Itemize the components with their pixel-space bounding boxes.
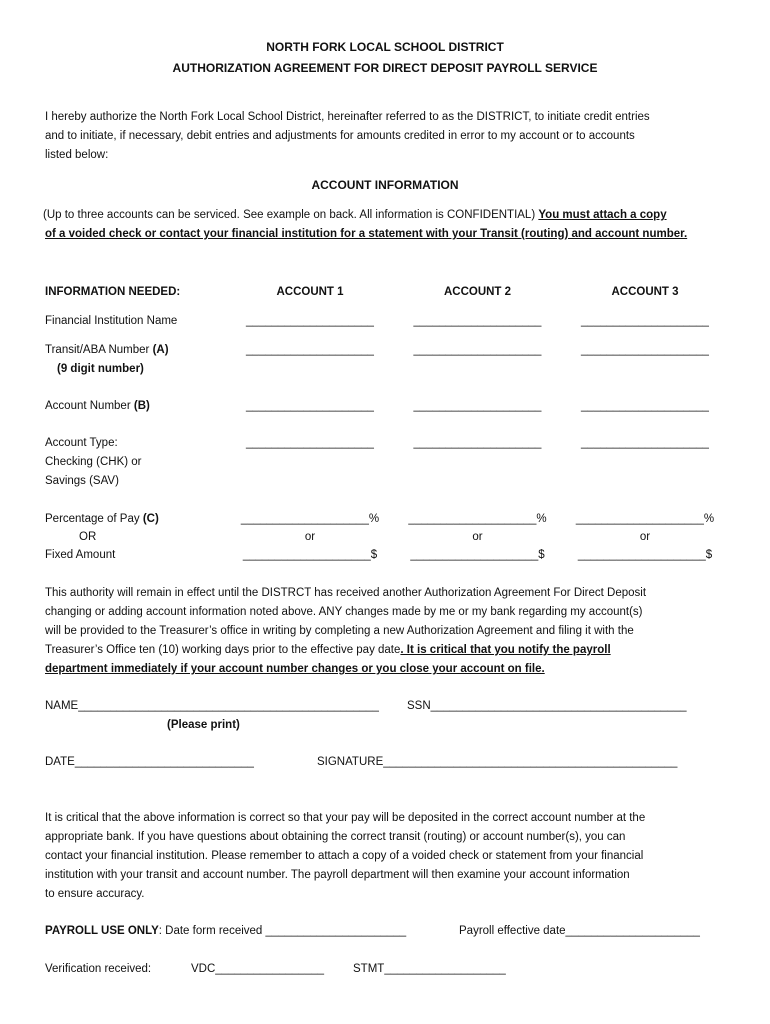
transit-field-account-2[interactable]: ____________________ bbox=[413, 344, 542, 356]
percentage-field-account-2[interactable] bbox=[400, 510, 555, 529]
critical-line-4: institution with your transit and account number. The payroll department will then examine your account information bbox=[45, 869, 630, 881]
transit-field-account-3[interactable]: ____________________ bbox=[581, 344, 709, 356]
transit-label bbox=[45, 341, 169, 360]
percent-sign-3: % bbox=[703, 513, 715, 525]
verification-label: Verification received: bbox=[45, 963, 152, 975]
institution-field-account-1[interactable]: ____________________ bbox=[246, 315, 374, 327]
fixed-field-account-2[interactable] bbox=[400, 546, 555, 565]
critical-line-5: to ensure accuracy. bbox=[45, 888, 145, 900]
account-type-label: Account Type: bbox=[45, 437, 118, 449]
signature-field[interactable] bbox=[317, 753, 677, 772]
date-label: DATE bbox=[45, 756, 75, 768]
account-number-field-account-3[interactable]: ____________________ bbox=[581, 400, 709, 412]
dollar-sign-1: $ bbox=[370, 549, 378, 561]
fixed-line-1: ____________________ bbox=[242, 549, 371, 561]
name-field[interactable] bbox=[45, 697, 379, 716]
account-info-heading: ACCOUNT INFORMATION bbox=[311, 178, 459, 192]
account-type-field-account-1[interactable]: ____________________ bbox=[246, 437, 374, 449]
form-title-agreement: AUTHORIZATION AGREEMENT FOR DIRECT DEPOSIT PAYROLL SERVICE bbox=[172, 61, 598, 75]
critical-line-3: contact your financial institution. Please remember to attach a copy of a voided check or statement from your financial bbox=[45, 850, 644, 862]
transit-sublabel: (9 digit number) bbox=[57, 363, 144, 375]
account-type-field-account-3[interactable]: ____________________ bbox=[581, 437, 709, 449]
or-account-2: or bbox=[472, 531, 483, 543]
critical-line-1: It is critical that the above information is correct so that your pay will be deposited in the correct account number at the bbox=[45, 812, 646, 824]
transit-field-account-1[interactable]: ____________________ bbox=[246, 344, 374, 356]
signature-label: SIGNATURE bbox=[317, 756, 384, 768]
fixed-field-account-1[interactable] bbox=[230, 546, 390, 565]
or-label: OR bbox=[79, 531, 97, 543]
percent-sign-1: % bbox=[368, 513, 380, 525]
account-number-code: (B) bbox=[133, 400, 150, 412]
account-2-header: ACCOUNT 2 bbox=[443, 286, 512, 298]
date-field[interactable] bbox=[45, 753, 254, 772]
fixed-field-account-3[interactable] bbox=[565, 546, 725, 565]
payroll-date-received bbox=[45, 922, 406, 941]
intro-line-1: I hereby authorize the North Fork Local School District, hereinafter referred to as the DISTRICT, to initiate credit entries bbox=[45, 111, 650, 123]
account-info-note-bold-1: You must attach a copy bbox=[538, 209, 667, 221]
or-account-3: or bbox=[639, 531, 651, 543]
percentage-label bbox=[45, 510, 159, 529]
account-number-label-text: Account Number bbox=[45, 400, 134, 412]
authority-line-4 bbox=[45, 641, 611, 660]
authority-line-4-plain: Treasurer’s Office ten (10) working days prior to the effective pay date bbox=[45, 644, 401, 656]
transit-code: (A) bbox=[152, 344, 169, 356]
account-info-note-plain: (Up to three accounts can be serviced. See example on back. All information is CONFIDENTIAL) bbox=[43, 209, 539, 221]
account-3-header: ACCOUNT 3 bbox=[611, 286, 679, 298]
fixed-line-3: ____________________ bbox=[577, 549, 706, 561]
account-info-note-bold-2: of a voided check or contact your financial institution for a statement with your Transit (routing) and account number. bbox=[45, 228, 688, 240]
account-type-checking: Checking (CHK) or bbox=[45, 456, 142, 468]
ssn-line: ________________________________________ bbox=[430, 700, 687, 712]
institution-field-account-3[interactable]: ____________________ bbox=[581, 315, 709, 327]
authority-line-2: changing or adding account information noted above. ANY changes made by me or my bank regarding my account(s) bbox=[45, 606, 643, 618]
percentage-line-1: ____________________ bbox=[240, 513, 369, 525]
effective-date-line[interactable]: _____________________ bbox=[565, 925, 700, 937]
account-1-header: ACCOUNT 1 bbox=[276, 286, 344, 298]
percentage-code: (C) bbox=[142, 513, 159, 525]
transit-label-text: Transit/ABA Number bbox=[45, 344, 153, 356]
authority-line-3: will be provided to the Treasurer’s office in writing by completing a new Authorization Agreement and filing it with the bbox=[45, 625, 634, 637]
form-title-district: NORTH FORK LOCAL SCHOOL DISTRICT bbox=[266, 40, 504, 54]
authority-line-4-bold: . It is critical that you notify the payroll bbox=[400, 644, 611, 656]
account-type-field-account-2[interactable]: ____________________ bbox=[413, 437, 542, 449]
account-number-field-account-2[interactable]: ____________________ bbox=[413, 400, 542, 412]
institution-field-account-2[interactable]: ____________________ bbox=[413, 315, 542, 327]
account-number-field-account-1[interactable]: ____________________ bbox=[246, 400, 374, 412]
stmt-line: ___________________ bbox=[384, 963, 506, 975]
account-number-label bbox=[45, 397, 150, 416]
or-account-1: or bbox=[304, 531, 316, 543]
percentage-label-text: Percentage of Pay bbox=[45, 513, 143, 525]
date-line: ____________________________ bbox=[74, 756, 254, 768]
effective-date-label: Payroll effective date bbox=[459, 925, 566, 937]
critical-line-2: appropriate bank. If you have questions about obtaining the correct transit (routing) or account number(s), you can bbox=[45, 831, 626, 843]
name-label: NAME bbox=[45, 700, 79, 712]
fixed-line-2: ____________________ bbox=[410, 549, 539, 561]
dollar-sign-2: $ bbox=[538, 549, 545, 561]
name-line: _______________________________________________ bbox=[78, 700, 379, 712]
percentage-line-3: ____________________ bbox=[575, 513, 704, 525]
percent-sign-2: % bbox=[536, 513, 547, 525]
stmt-field[interactable] bbox=[353, 960, 506, 979]
fixed-amount-label: Fixed Amount bbox=[45, 549, 116, 561]
account-type-savings: Savings (SAV) bbox=[45, 475, 119, 487]
percentage-field-account-3[interactable] bbox=[565, 510, 725, 529]
dollar-sign-3: $ bbox=[705, 549, 713, 561]
authority-line-5: department immediately if your account number changes or you close your account on file. bbox=[45, 663, 545, 675]
vdc-field[interactable] bbox=[191, 960, 324, 979]
please-print-note: (Please print) bbox=[167, 719, 240, 731]
vdc-line: _________________ bbox=[215, 963, 325, 975]
payroll-use-only-label: PAYROLL USE ONLY bbox=[45, 925, 159, 937]
institution-label: Financial Institution Name bbox=[45, 315, 178, 327]
stmt-label: STMT bbox=[353, 963, 385, 975]
percentage-line-2: ____________________ bbox=[408, 513, 537, 525]
payroll-effective-date bbox=[459, 922, 700, 941]
account-info-note-line-1 bbox=[43, 206, 667, 225]
signature-line: ______________________________________________ bbox=[383, 756, 678, 768]
date-received-label: : Date form received bbox=[158, 925, 266, 937]
authority-line-1: This authority will remain in effect until the DISTRCT has received another Authorization Agreement For Direct Deposit bbox=[45, 587, 647, 599]
intro-line-3: listed below: bbox=[45, 149, 109, 161]
date-received-line[interactable]: ______________________ bbox=[265, 925, 407, 937]
ssn-label: SSN bbox=[407, 700, 431, 712]
ssn-field[interactable] bbox=[407, 697, 687, 716]
info-needed-header: INFORMATION NEEDED: bbox=[45, 286, 181, 298]
intro-line-2: and to initiate, if necessary, debit entries and adjustments for amounts credited in error to my account or to accounts bbox=[45, 130, 635, 142]
vdc-label: VDC bbox=[191, 963, 216, 975]
percentage-field-account-1[interactable] bbox=[230, 510, 390, 529]
